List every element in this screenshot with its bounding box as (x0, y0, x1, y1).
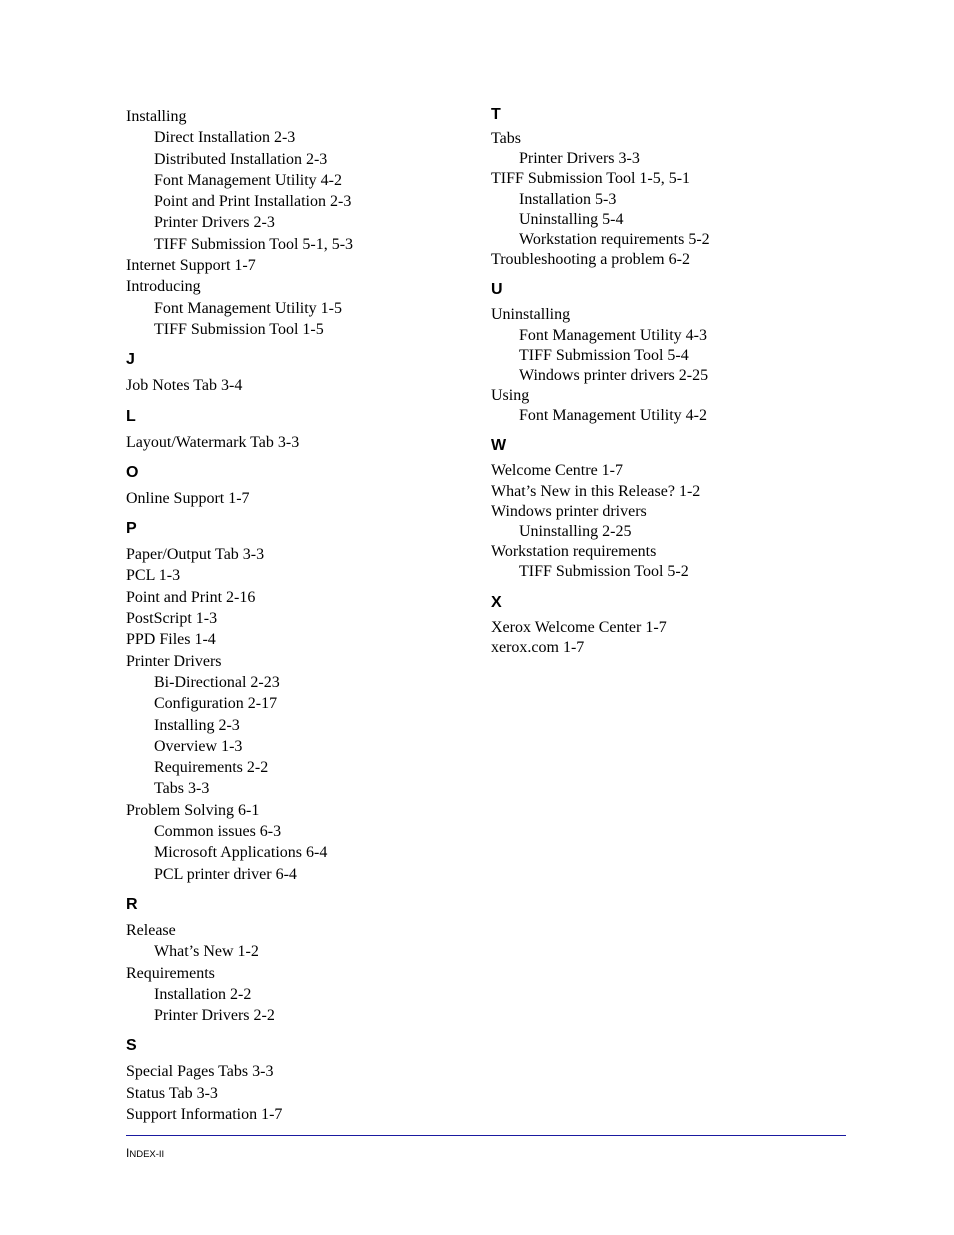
index-subentry: Configuration 2-17 (154, 695, 278, 713)
index-subentry: TIFF Submission Tool 5-4 (519, 346, 689, 364)
index-subentry: What’s New 1-2 (154, 943, 259, 961)
section-letter: R (126, 895, 138, 913)
index-entry: Workstation requirements (491, 543, 657, 561)
index-subentry: Overview 1-3 (154, 737, 243, 755)
section-letter: P (126, 520, 137, 538)
index-subentry: Font Management Utility 1-5 (154, 299, 342, 317)
section-letter: W (491, 437, 507, 455)
index-subentry: Printer Drivers 2-2 (154, 1007, 275, 1025)
index-subentry: Point and Print Installation 2-3 (154, 193, 352, 211)
index-entry: Point and Print 2-16 (126, 588, 256, 606)
index-subentry: Printer Drivers 3-3 (519, 150, 640, 168)
section-letter: J (126, 351, 135, 369)
index-subentry: TIFF Submission Tool 5-2 (519, 563, 689, 581)
index-entry: What’s New in this Release? 1-2 (491, 482, 701, 500)
section-letter: T (491, 106, 501, 123)
index-entry: Installing (126, 108, 187, 125)
section-letter: X (491, 593, 502, 611)
index-entry: PostScript 1-3 (126, 610, 218, 628)
index-subentry: Font Management Utility 4-2 (154, 171, 342, 189)
index-entry: Printer Drivers (126, 652, 222, 670)
index-entry: Layout/Watermark Tab 3-3 (126, 433, 300, 451)
index-subentry: Bi-Directional 2-23 (154, 673, 280, 691)
index-column-right (491, 106, 871, 658)
index-subentry: Uninstalling 2-25 (519, 523, 632, 540)
index-entry: Job Notes Tab 3-4 (126, 377, 243, 395)
index-subentry: TIFF Submission Tool 5-1, 5-3 (154, 235, 354, 253)
index-subentry: Windows printer drivers 2-25 (519, 366, 709, 384)
index-entry: PCL 1-3 (126, 567, 181, 585)
index-column-left (126, 106, 466, 1125)
index-entry: Paper/Output Tab 3-3 (126, 546, 265, 564)
index-entry: Support Information 1-7 (126, 1105, 283, 1123)
index-entry: Welcome Centre 1-7 (491, 462, 623, 480)
index-subentry: Font Management Utility 4-2 (519, 407, 707, 425)
footer-label-initial: I (126, 1146, 130, 1160)
index-subentry: Distributed Installation 2-3 (154, 150, 328, 168)
index-subentry: PCL printer driver 6-4 (154, 865, 297, 883)
index-entry: Release (126, 921, 176, 939)
index-entry: Problem Solving 6-1 (126, 801, 260, 819)
index-subentry: Workstation requirements 5-2 (519, 230, 710, 248)
index-entry: Introducing (126, 278, 201, 296)
section-letter: L (126, 407, 136, 425)
index-entry: Special Pages Tabs 3-3 (126, 1063, 274, 1081)
index-entry: Uninstalling (491, 306, 571, 324)
index-entry: Online Support 1-7 (126, 489, 250, 507)
index-subentry: Installation 5-3 (519, 190, 617, 208)
index-entry: Status Tab 3-3 (126, 1084, 218, 1102)
index-subentry: Common issues 6-3 (154, 823, 282, 841)
index-entry: Using (491, 387, 530, 405)
index-subentry: Requirements 2-2 (154, 759, 269, 777)
index-subentry: Direct Installation 2-3 (154, 129, 296, 147)
section-letter: S (126, 1037, 137, 1055)
index-entry: TIFF Submission Tool 1-5, 5-1 (491, 170, 691, 188)
index-entry: Windows printer drivers (491, 502, 647, 520)
index-entry: Troubleshooting a problem 6-2 (491, 251, 690, 269)
index-entry: Xerox Welcome Center 1-7 (491, 618, 667, 636)
footer-label-rest: NDEX-II (129, 1149, 165, 1160)
index-subentry: Font Management Utility 4-3 (519, 326, 707, 344)
section-letter: O (126, 463, 139, 481)
section-letter: U (491, 281, 503, 299)
index-subentry: Tabs 3-3 (154, 780, 210, 798)
index-subentry: Installing 2-3 (154, 716, 240, 734)
index-subentry: Uninstalling 5-4 (519, 210, 624, 228)
index-subentry: Installation 2-2 (154, 985, 252, 1003)
index-entry: Internet Support 1-7 (126, 257, 256, 275)
index-subentry: Printer Drivers 2-3 (154, 214, 275, 232)
page-footer (126, 1146, 164, 1160)
index-entry: Requirements (126, 964, 215, 982)
index-entry: PPD Files 1-4 (126, 631, 216, 649)
index-entry: Tabs (491, 130, 521, 147)
footer-rule (126, 1135, 846, 1136)
index-entry: xerox.com 1-7 (491, 638, 585, 656)
index-subentry: Microsoft Applications 6-4 (154, 844, 328, 862)
index-subentry: TIFF Submission Tool 1-5 (154, 320, 324, 338)
